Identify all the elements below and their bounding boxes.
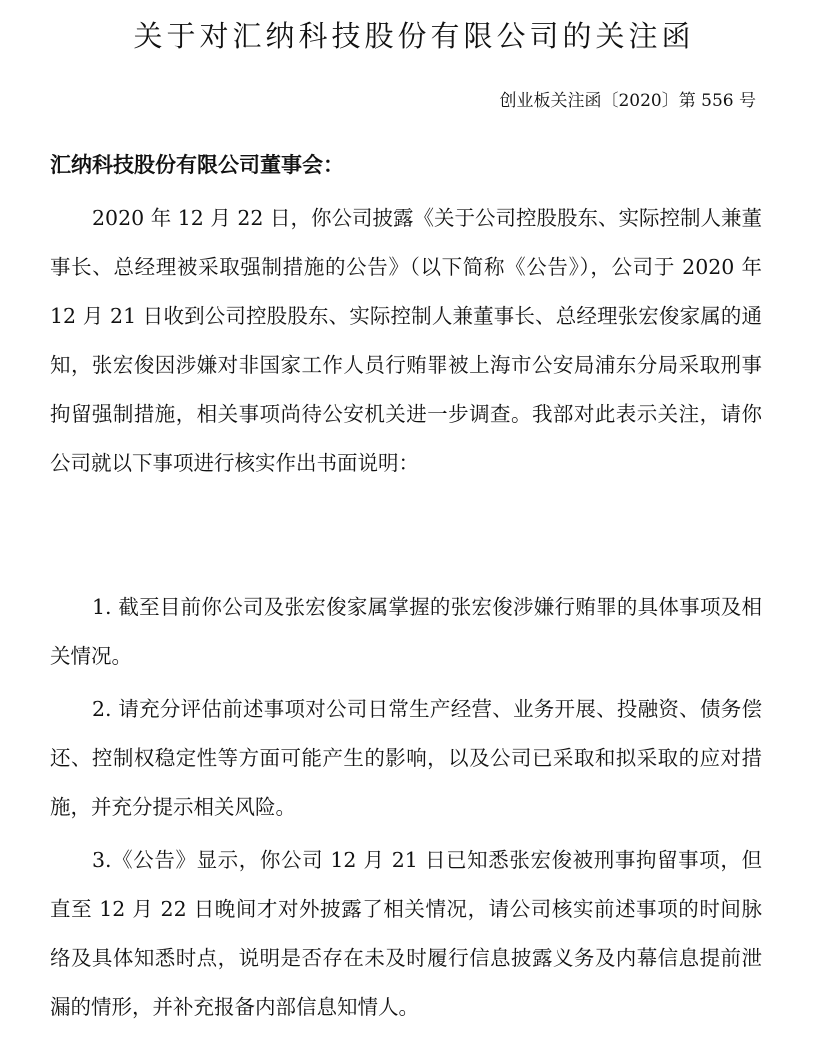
item-3-paragraph: 3.《公告》显示，你公司 12 月 21 日已知悉张宏俊被刑事拘留事项，但直至 12 月 22 日晚间才对外披露了相关情况，请公司核实前述事项的时间脉络及具体知悉时点，说明是否存在未及时履行信息披露义务及内幕信息提前泄漏的情形，并补充报备内部信息知情人。: [50, 848, 762, 1019]
item-1-paragraph: 1. 截至目前你公司及张宏俊家属掌握的张宏俊涉嫌行贿罪的具体事项及相关情况。: [50, 595, 762, 668]
document-title: 关于对汇纳科技股份有限公司的关注函: [133, 19, 695, 53]
intro-paragraph: 2020 年 12 月 22 日，你公司披露《关于公司控股股东、实际控制人兼董事长、总经理被采取强制措施的公告》（以下简称《公告》），公司于 2020 年 12 月 21 日收到公司控股股东、实际控制人兼董事长、总经理张宏俊家属的通知，张宏俊因涉嫌对非国家工作人员行贿罪被上海市公安局浦东分局采取刑事拘留强制措施，相关事项尚待公安机关进一步调查。我部对此表示关注，请你公司就以下事项进行核实作出书面说明：: [50, 206, 762, 475]
document-number: 创业板关注函〔2020〕第 556 号: [499, 91, 756, 111]
item-2-paragraph: 2. 请充分评估前述事项对公司日常生产经营、业务开展、投融资、债务偿还、控制权稳定性等方面可能产生的影响，以及公司已采取和拟采取的应对措施，并充分提示相关风险。: [50, 697, 762, 819]
addressee: 汇纳科技股份有限公司董事会：: [50, 153, 344, 177]
